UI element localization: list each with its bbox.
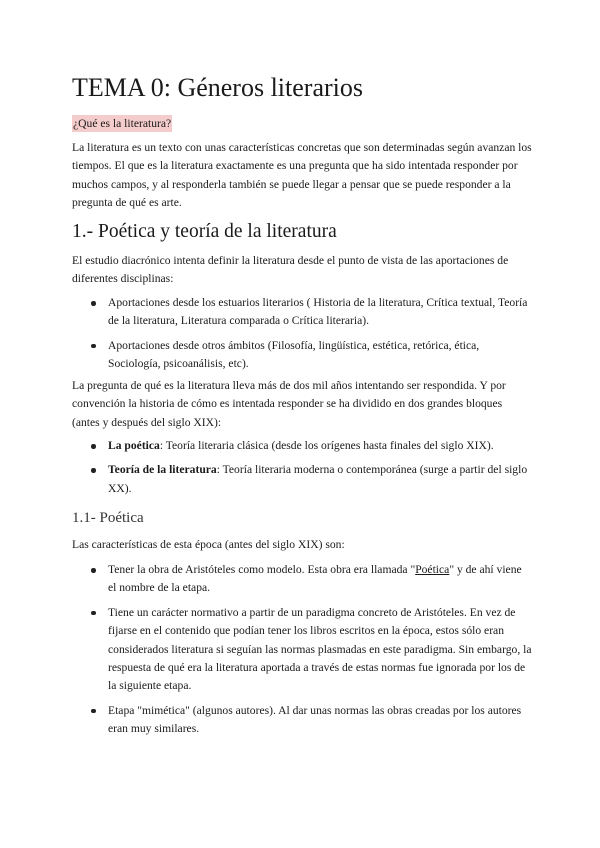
list-item: Tiene un carácter normativo a partir de un paradigma concreto de Aristóteles. En vez de fijarse en el contenido que podían tener los libros escritos en la época, estos sólo eran considerados literatura si seguían las normas plasmadas en este paradigma. Sin embargo, la respuesta de qué era la literatura aportada a través de estas normas fue ignorada por los de la siguiente etapa. [72,604,532,696]
list-item [72,561,532,598]
list-item: Aportaciones desde otros ámbitos (Filosofía, lingüística, estética, retórica, ética, Sociología, psicoanálisis, etc). [72,337,532,374]
text: Tener la obra de Aristóteles como modelo. Esta obra era llamada " [108,563,416,576]
bullet-list [72,561,532,745]
poetica-link[interactable]: Poética [415,563,450,576]
section-heading: 1.- Poética y teoría de la literatura [72,221,337,242]
bullet-list [72,437,532,504]
term: Teoría de la literatura [108,463,217,477]
text: " y de ahí viene el nombre de la etapa. [108,563,522,595]
document-title: TEMA 0: Géneros literarios [72,73,363,102]
list-item [72,461,532,498]
list-item: Aportaciones desde los estuarios literarios ( Historia de la literatura, Crítica textual, Teoría de la literatura, Literatura comparada o Crítica literaria). [72,294,532,331]
bullet-list [72,294,532,380]
subsection-heading: 1.1- Poética [72,510,144,526]
definition: : Teoría literaria clásica (desde los orígenes hasta finales del siglo XIX). [159,439,494,452]
section-paragraph: Las características de esta época (antes del siglo XIX) son: [72,538,345,551]
section-paragraph: El estudio diacrónico intenta definir la literatura desde el punto de vista de las aportaciones de diferentes disciplinas: [72,254,509,286]
list-item: Etapa "mimética" (algunos autores). Al dar unas normas las obras creadas por los autores eran muy similares. [72,702,532,739]
intro-paragraph: La literatura es un texto con unas características concretas que son determinadas según avanzan los tiempos. El que es la literatura exactamente es una pregunta que ha sido intentada responder por muchos campos, y al responderla también se puede llegar a pensar que se puede responder a la pregunta de qué es arte. [72,141,532,210]
list-item [72,437,532,455]
section-paragraph: La pregunta de qué es la literatura lleva más de dos mil años intentando ser respondida. Y por convención la historia de cómo es intentada responder se ha dividido en dos grandes bloques (antes y después del siglo XIX): [72,379,506,429]
definition: : Teoría literaria moderna o contemporánea (surge a partir del siglo XX). [108,463,528,495]
highlighted-question: ¿Qué es la literatura? [73,117,172,130]
term: La poética [108,439,160,452]
